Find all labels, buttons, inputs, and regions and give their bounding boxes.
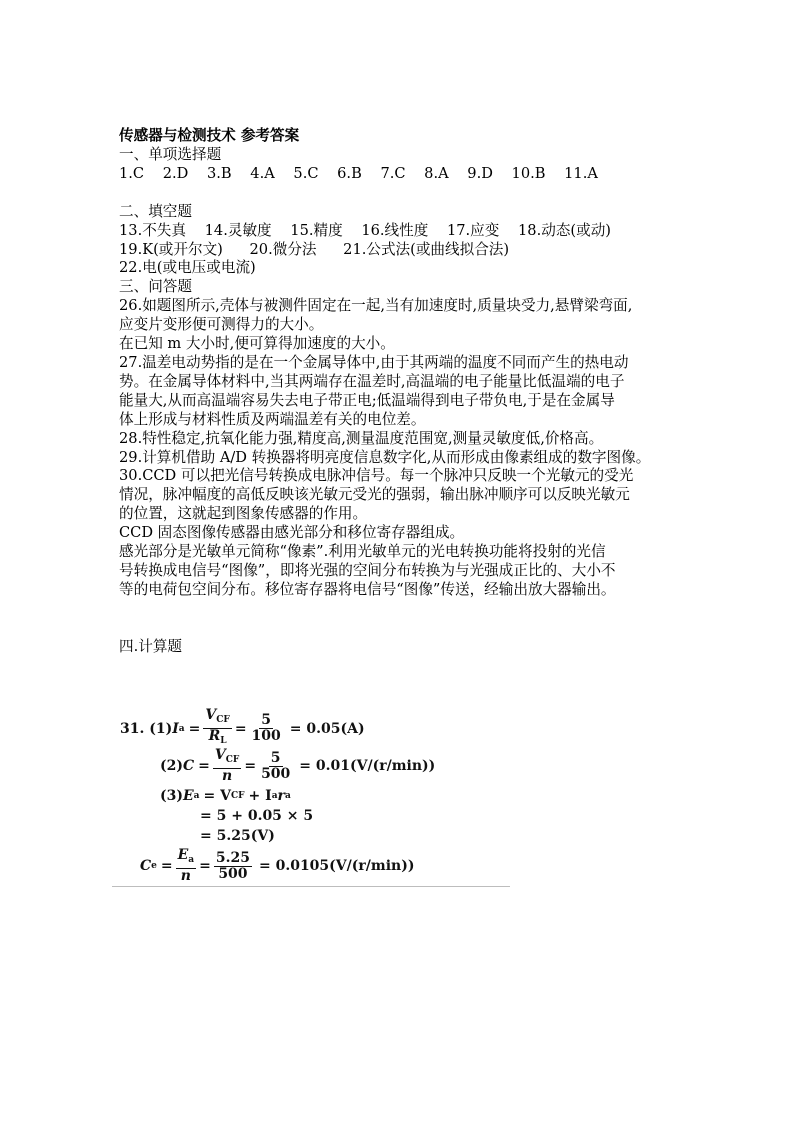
calc-text: 31. (1) — [120, 720, 173, 737]
calc-sub: e — [151, 861, 157, 871]
qa-line: 能量大,从而高温端容易失去电子带正电;低温端得到电子带负电,于是在金属导 — [119, 391, 615, 409]
calc-var: r — [277, 788, 285, 804]
frac-den: n — [222, 768, 233, 784]
calc-line-4 — [200, 808, 313, 824]
fraction — [213, 748, 241, 784]
frac-den: n — [180, 868, 191, 884]
qa-line: 情况，脉冲幅度的高低反映该光敏元受光的强弱，输出脉冲顺序可以反映光敏元 — [119, 486, 630, 504]
fill-item: 19.K(或开尔文) — [119, 240, 223, 258]
frac-num: E — [177, 847, 189, 863]
qa-line: 应变片变形便可测得力的大小。 — [119, 316, 324, 334]
section1-answers — [119, 165, 679, 184]
answer-item: 8.A — [424, 164, 449, 182]
calc-text: + I — [248, 788, 272, 804]
qa-line: 30.CCD 可以把光信号转换成电脉冲信号。每一个脉冲只反映一个光敏元的受光 — [119, 467, 634, 485]
answer-item: 6.B — [337, 164, 362, 182]
qa-line: 29.计算机借助 A/D 转换器将明亮度信息数字化,从而形成由像素组成的数字图像。 — [119, 448, 651, 466]
answer-item: 1.C — [119, 164, 145, 182]
calc-result: = 0.05(A) — [289, 720, 365, 737]
qa-line: 感光部分是光敏单元简称“像素”.利用光敏单元的光电转换功能将投射的光信 — [119, 543, 606, 561]
calc-var: I — [172, 720, 179, 737]
qa-line: 的位置，这就起到图象传感器的作用。 — [119, 505, 368, 523]
calc-sub: a — [271, 791, 278, 801]
qa-line: 28.特性稳定,抗氧化能力强,精度高,测量温度范围宽,测量灵敏度低,价格高。 — [119, 429, 604, 447]
fill-item: 21.公式法(或曲线拟合法) — [343, 240, 510, 258]
qa-line: 在已知 m 大小时,便可算得加速度的大小。 — [119, 335, 395, 353]
calc-text: (2) — [160, 758, 183, 774]
section1-heading: 一、单项选择题 — [119, 145, 222, 163]
answer-item: 4.A — [250, 164, 275, 182]
calc-result: = 0.01(V/(r/min)) — [299, 758, 436, 774]
calc-sub: CF — [216, 715, 230, 725]
section2-row2 — [119, 241, 679, 260]
section2-row3 — [119, 259, 679, 278]
calc-line-6: C e = $\frac{E_a}{n}$ = $\frac{5.25}{500}$ = 0.0105(V/(r/min)) — [140, 847, 415, 884]
section4-heading: 四.计算题 — [119, 637, 183, 655]
answer-item: 2.D — [162, 164, 189, 182]
calc-sub: CF — [230, 791, 245, 801]
frac-num: V — [205, 707, 217, 723]
document-body — [119, 127, 679, 657]
calc-text: = V — [203, 788, 231, 804]
answer-item: 5.C — [293, 164, 319, 182]
calc-line-1: 31. (1) I a = $\frac{V_{CF}}{R_L}$ = $\frac{5}{100}$ = 0.05(A) — [120, 708, 365, 749]
fraction — [214, 851, 252, 882]
frac-num: V — [214, 747, 226, 763]
qa-line: 号转换成电信号“图像”，即将光强的空间分布转换为与光强成正比的、大小不 — [119, 561, 616, 579]
fill-item: 14.灵敏度 — [204, 221, 272, 239]
calc-sub: L — [220, 736, 227, 746]
calc-sub: a — [193, 791, 200, 801]
fill-item: 17.应变 — [446, 221, 500, 239]
calc-var: C — [183, 758, 195, 774]
answer-item: 9.D — [467, 164, 493, 182]
fill-item: 13.不失真 — [119, 221, 186, 239]
qa-line: 27.温差电动势指的是在一个金属导体中,由于其两端的温度不同而产生的热电动 — [119, 353, 629, 371]
page-title: 传感器与检测技术 参考答案 — [119, 127, 300, 144]
answer-item: 11.A — [564, 164, 598, 182]
calc-text: = 5.25(V) — [200, 828, 275, 844]
fraction — [259, 751, 292, 782]
calc-line-3 — [160, 788, 291, 804]
calc-sub: a — [178, 723, 185, 734]
answer-item: 7.C — [380, 164, 406, 182]
answer-item: 10.B — [511, 164, 546, 182]
section2-row1 — [119, 222, 679, 241]
frac-den: 500 — [218, 865, 248, 882]
calc-sub: a — [284, 791, 291, 801]
calc-sub: a — [188, 855, 195, 865]
calc-line-2: (2) C = $\frac{V_{CF}}{n}$ = $\frac{5}{500}$ = 0.01(V/(r/min)) — [160, 747, 436, 784]
qa-line: CCD 固态图像传感器由感光部分和移位寄存器组成。 — [119, 524, 465, 542]
fill-item: 15.精度 — [290, 221, 343, 239]
fraction — [203, 708, 231, 749]
fraction — [250, 713, 283, 744]
qa-line: 体上形成与材料性质及两端温差有关的电位差。 — [119, 410, 426, 428]
frac-den: 100 — [251, 728, 281, 744]
answer-item: 3.B — [207, 164, 232, 182]
frac-num: 5.25 — [215, 849, 250, 866]
fill-item: 16.线性度 — [361, 221, 429, 239]
frac-den: R — [208, 728, 221, 744]
frac-num: 5 — [261, 712, 272, 728]
section2-heading: 二、填空题 — [119, 202, 192, 220]
fill-item: 22.电(或电压或电流) — [119, 259, 256, 277]
qa-line: 等的电荷包空间分布。移位寄存器将电信号“图像”传送，经输出放大器输出。 — [119, 580, 616, 598]
calc-var: E — [183, 788, 194, 804]
calculation-image — [112, 700, 510, 887]
calc-text: = 5 + 0.05 × 5 — [200, 808, 314, 824]
calc-result: = 0.0105(V/(r/min)) — [258, 858, 415, 874]
calc-var: C — [140, 858, 152, 874]
fill-item: 20.微分法 — [249, 240, 317, 258]
calc-line-5 — [200, 828, 275, 844]
frac-den: 500 — [261, 765, 291, 782]
fraction — [176, 848, 197, 884]
fill-item: 18.动态(或动) — [518, 221, 611, 239]
calc-sub: CF — [225, 755, 240, 765]
qa-line: 势。在金属导体材料中,当其两端存在温差时,高温端的电子能量比低温端的电子 — [119, 372, 625, 390]
frac-num: 5 — [270, 749, 281, 766]
qa-line: 26.如题图所示,壳体与被测件固定在一起,当有加速度时,质量块受力,悬臂梁弯面, — [119, 297, 633, 315]
calc-text: (3) — [160, 788, 183, 804]
section3-heading: 三、问答题 — [119, 278, 192, 296]
